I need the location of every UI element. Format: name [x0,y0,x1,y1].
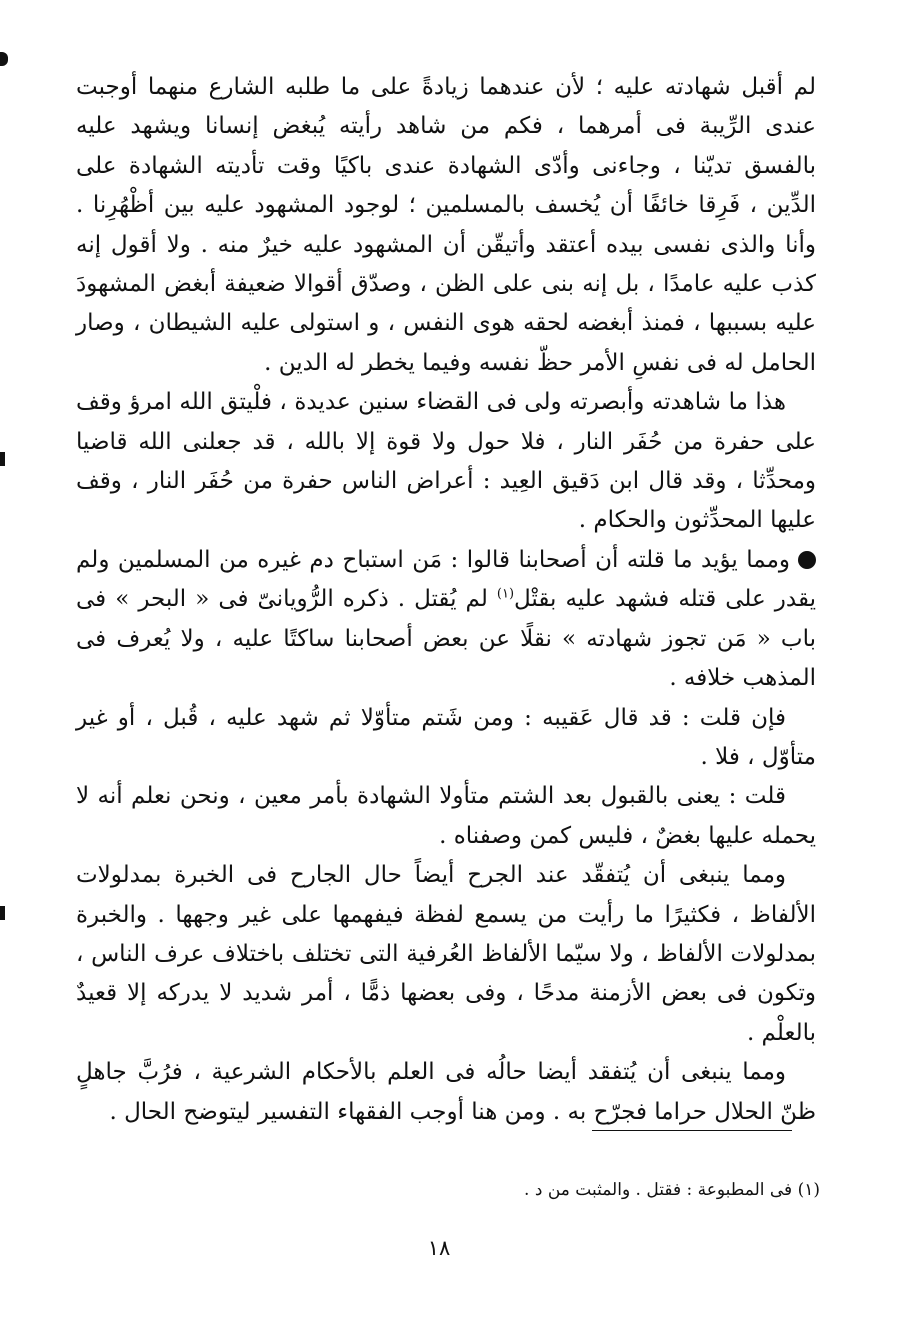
footnote-divider [592,1130,792,1131]
scan-edge-mark [0,452,5,466]
paragraph-7: ومما ينبغى أن يُتفقد أيضا حالُه فى العلم بالأحكام الشرعية ، فرُبَّ جاهلٍ ظنّ الحلال حراما فجرّح به . ومن هنا أوجب الفقهاء التفسير ليتوضح الحال . [76,1059,816,1125]
bullet-icon [798,551,816,569]
body-text [76,68,816,1132]
footnote-reference: (١) [496,586,515,602]
page-number: ١٨ [427,1236,451,1260]
paragraph-3-text-end: لم يُقتل . ذكره الرُّويانىّ فى « البحر » فى باب « مَن تجوز شهادته » نقلًا عن بعض أصحابنا ساكتًا عليه ، ولا يُعرف فى المذهب خلافه . [76,586,816,692]
paragraph-6: ومما ينبغى أن يُتفقّد عند الجرح أيضاً حال الجارح فى الخبرة بمدلولات الألفاظ ، فكثيرًا ما رأيت من يسمع لفظة فيفهمها على غير وجهها . والخبرة بمدلولات الألفاظ ، ولا سيّما الألفاظ العُرفية التى تختلف باختلاف عرف الناس ، وتكون فى بعض الأزمنة مدحًا ، وفى بعضها ذمًّا ، أمر شديد لا يدركه إلا قعيدٌ بالعلْم . [76,862,816,1046]
footnote: (١) فى المطبوعة : فقتل . والمثبت من د . [524,1180,820,1200]
paragraph-5: قلت : يعنى بالقبول بعد الشتم متأولا الشهادة بأمر معين ، ونحن نعلم أنه لا يحمله عليها بغضٌ ، فليس كمن وصفناه . [76,783,816,849]
paragraph-4: فإن قلت : قد قال عَقيبه : ومن شَتم متأوّلا ثم شهد عليه ، قُبل ، أو غير متأوّل ، فلا . [76,704,816,770]
paragraph-2: هذا ما شاهدته وأبصرته ولى فى القضاء سنين عديدة ، فلْيتق الله امرؤ وقف على حفرة من حُفَر النار ، فلا حول ولا قوة إلا بالله ، قد جعلنى الله قاضيا ومحدِّثا ، وقد قال ابن دَقيق العِيد : أعراض الناس حفرة من حُفَر النار ، وقف عليها المحدِّثون والحكام . [76,389,816,534]
scan-edge-mark [0,52,8,66]
paragraph-3-text-start: ومما يؤيد ما قلته أن أصحابنا قالوا : مَن استباح دم غيره من المسلمين ولم يقدر على قتله فشهد عليه بقتْل [76,546,817,613]
paragraph-3 [76,541,816,699]
paragraph-1: لم أقبل شهادته عليه ؛ لأن عندهما زيادةً على ما طلبه الشارع منهما أوجبت عندى الرِّيبة فى أمرهما ، فكم من شاهد رأيته يُبغض إنسانا ويشهد عليه بالفسق تديّنا ، وجاءنى وأدّى الشهادة عندى باكيًا وقت تأديته الشهادة على الدِّين ، فَرِقا خائفًا أن يُخسف بالمسلمين ؛ لوجود المشهود عليه بين أظْهُرِنا . وأنا والذى نفسى بيده أعتقد وأتيقّن أن المشهود عليه خيرٌ منه . ولا أقول إنه كذب عليه عامدًا ، بل إنه بنى على الظن ، وصدّق أقوالا ضعيفة أبغض المشهودَ عليه بسببها ، فمنذ أبغضه لحقه هوى النفس ، و استولى عليه الشيطان ، وصار الحامل له فى نفسِ الأمر حظّ نفسه وفيما يخطر له الدين . [76,74,816,376]
scan-edge-mark [0,906,5,920]
